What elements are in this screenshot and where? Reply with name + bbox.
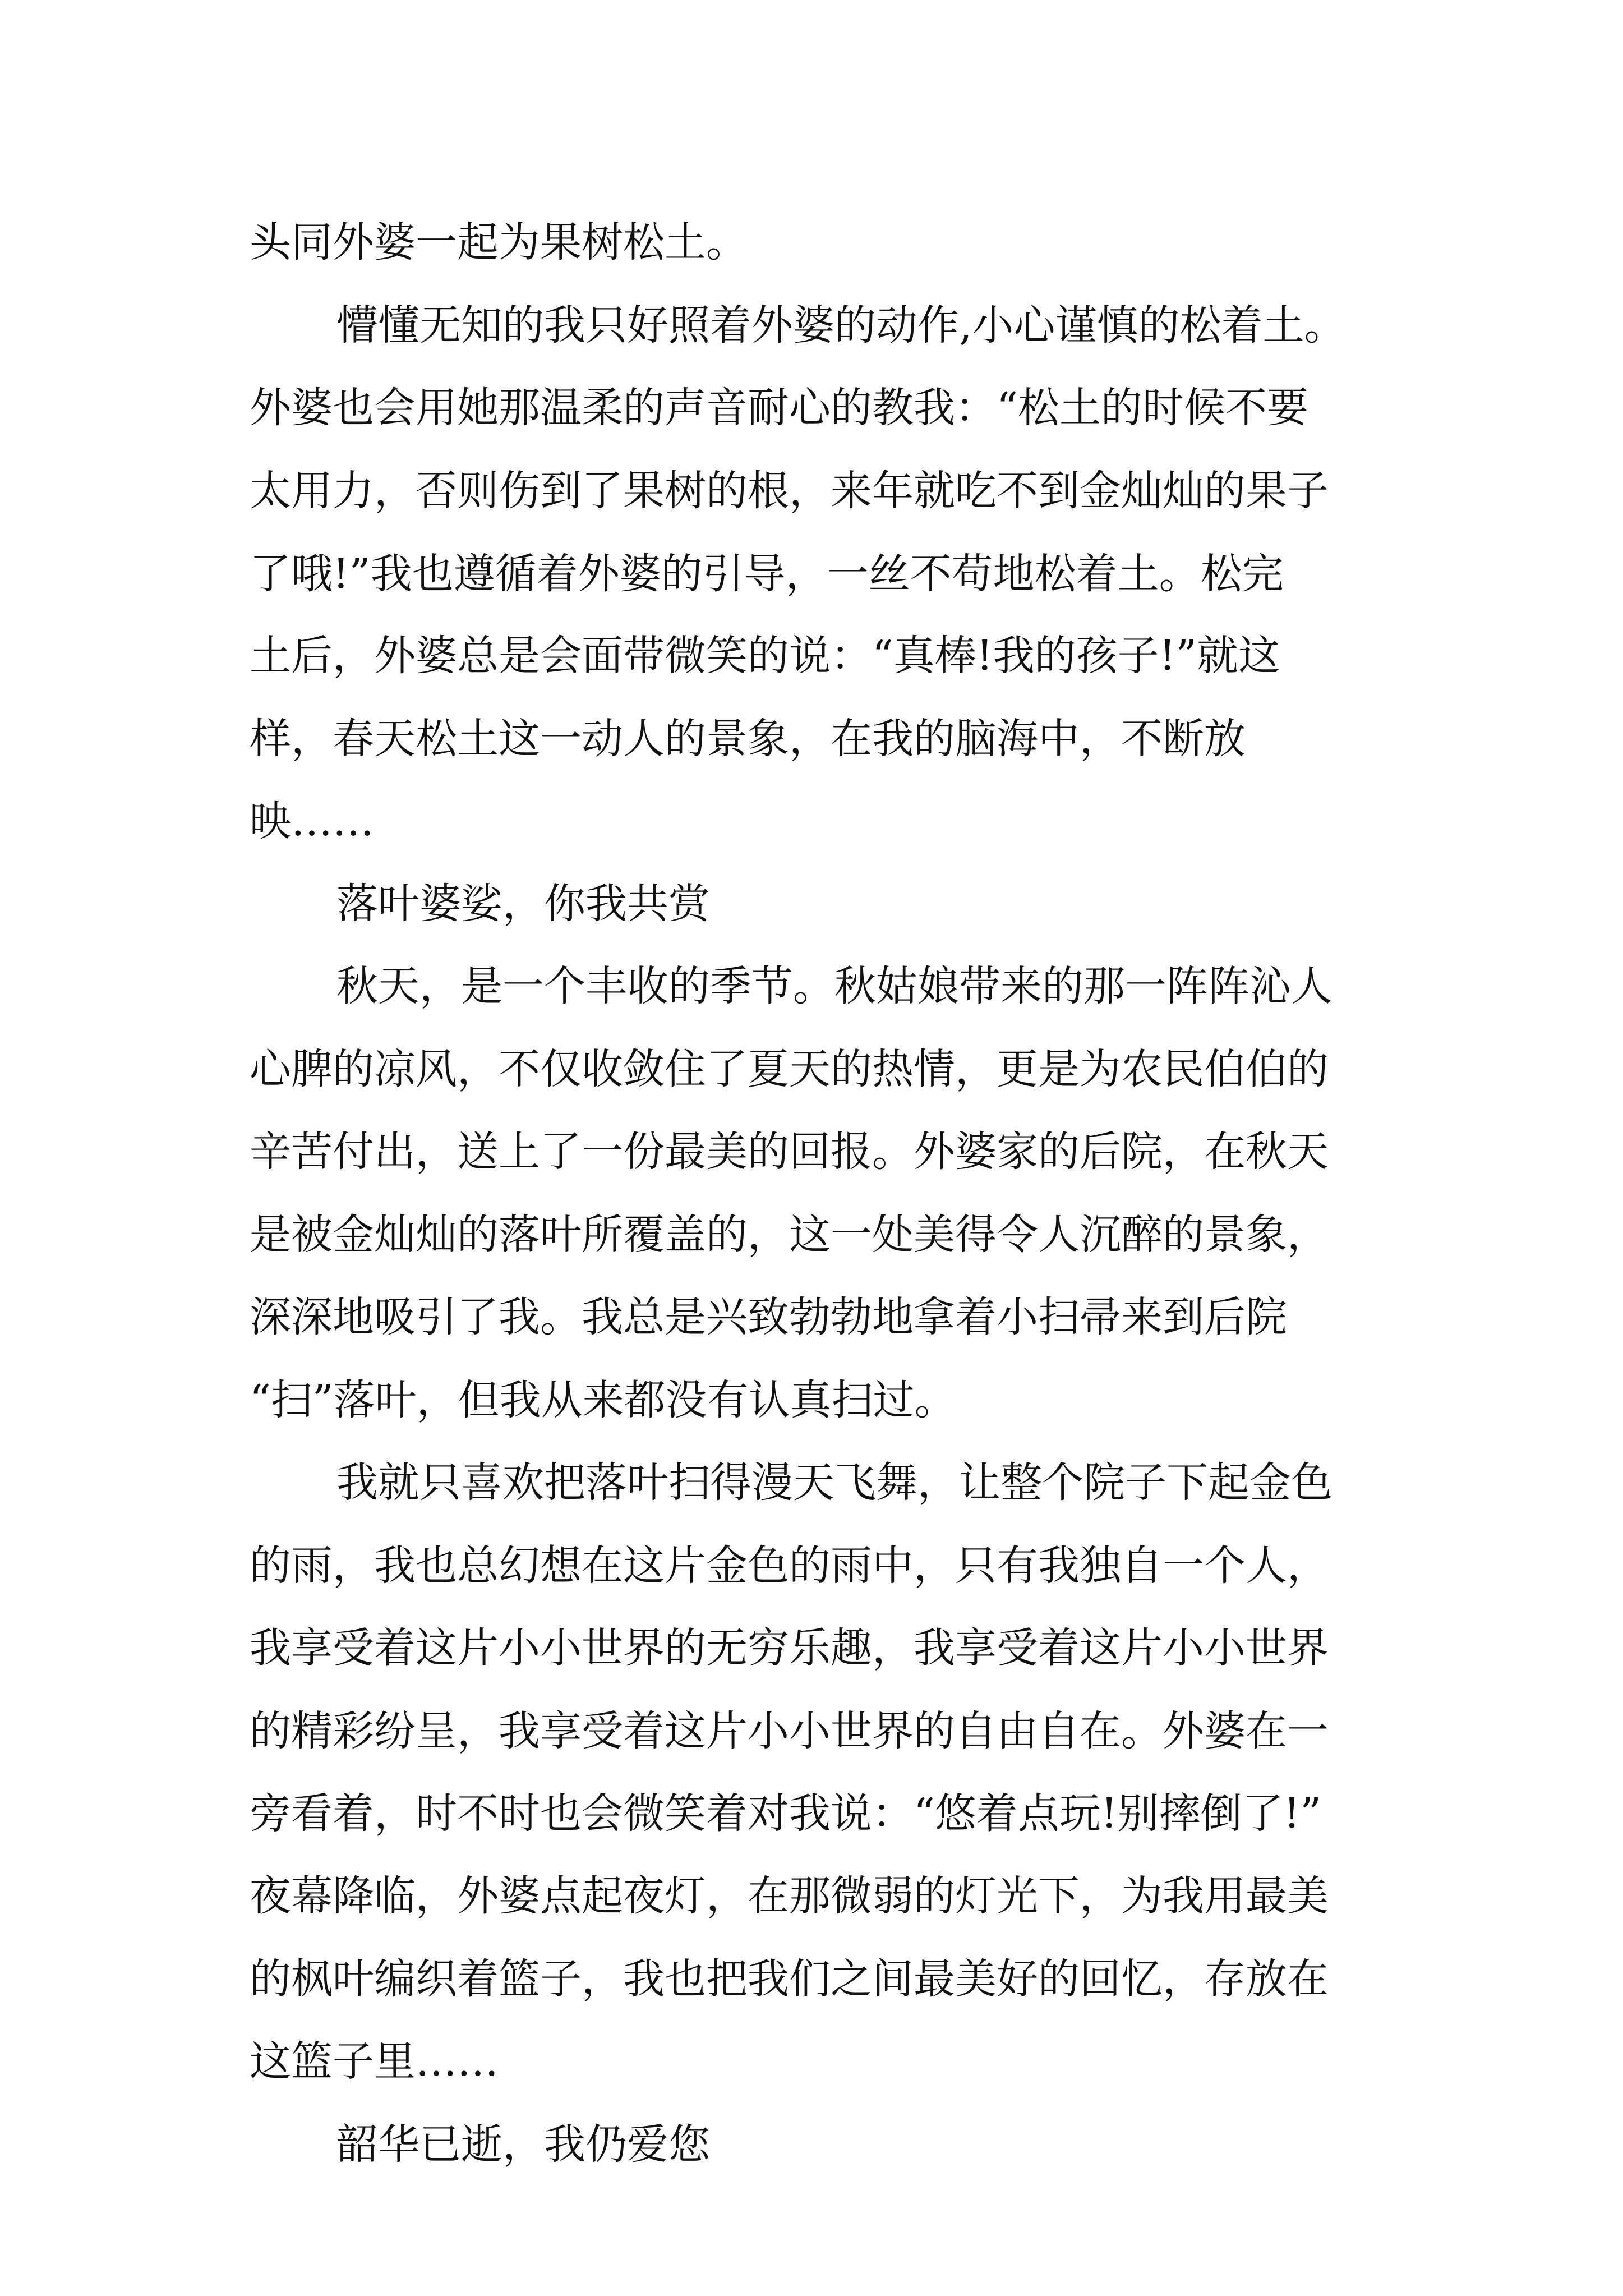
text-line: 我享受着这片小小世界的无穷乐趣，我享受着这片小小世界 <box>250 1624 1329 1672</box>
text-line: 懵懂无知的我只好照着外婆的动作,小心谨慎的松着土。 <box>336 301 1346 349</box>
text-line: 的精彩纷呈，我享受着这片小小世界的自由自在。外婆在一 <box>250 1707 1329 1755</box>
text-line: 样，春天松土这一动人的景象，在我的脑海中，不断放 <box>250 715 1246 763</box>
text-line: 旁看着，时不时也会微笑着对我说：“悠着点玩!别摔倒了!” <box>250 1789 1322 1838</box>
text-line: 太用力，否则伤到了果树的根，来年就吃不到金灿灿的果子 <box>250 467 1329 515</box>
text-line: 夜幕降临，外婆点起夜灯，在那微弱的灯光下，为我用最美 <box>250 1872 1329 1920</box>
text-line: 外婆也会用她那温柔的声音耐心的教我：“松土的时候不要 <box>250 384 1308 432</box>
text-line: 土后，外婆总是会面带微笑的说：“真棒!我的孩子!”就这 <box>250 632 1280 680</box>
text-line: 我就只喜欢把落叶扫得漫天飞舞，让整个院子下起金色 <box>336 1458 1332 1507</box>
text-line: 心脾的凉风，不仅收敛住了夏天的热情，更是为农民伯伯的 <box>250 1045 1329 1093</box>
text-line: 的枫叶编织着篮子，我也把我们之间最美好的回忆，存放在 <box>250 1955 1329 2003</box>
text-line: 映…… <box>250 797 374 845</box>
text-line: “扫”落叶，但我从来都没有认真扫过。 <box>250 1376 956 1424</box>
text-line: 的雨，我也总幻想在这片金色的雨中，只有我独自一个人， <box>250 1542 1329 1590</box>
text-line: 是被金灿灿的落叶所覆盖的，这一处美得令人沉醉的景象， <box>250 1211 1329 1259</box>
text-line: 辛苦付出，送上了一份最美的回报。外婆家的后院，在秋天 <box>250 1128 1329 1176</box>
text-line: 秋天，是一个丰收的季节。秋姑娘带来的那一阵阵沁人 <box>336 962 1332 1010</box>
section-heading: 落叶婆娑，你我共赏 <box>336 880 710 928</box>
text-line: 头同外婆一起为果树松土。 <box>250 218 748 266</box>
text-line: 这篮子里…… <box>250 2037 499 2086</box>
section-heading: 韶华已逝，我仍爱您 <box>336 2120 710 2169</box>
text-line: 了哦!”我也遵循着外婆的引导，一丝不苟地松着土。松完 <box>250 550 1284 598</box>
text-line: 深深地吸引了我。我总是兴致勃勃地拿着小扫帚来到后院 <box>250 1293 1287 1341</box>
